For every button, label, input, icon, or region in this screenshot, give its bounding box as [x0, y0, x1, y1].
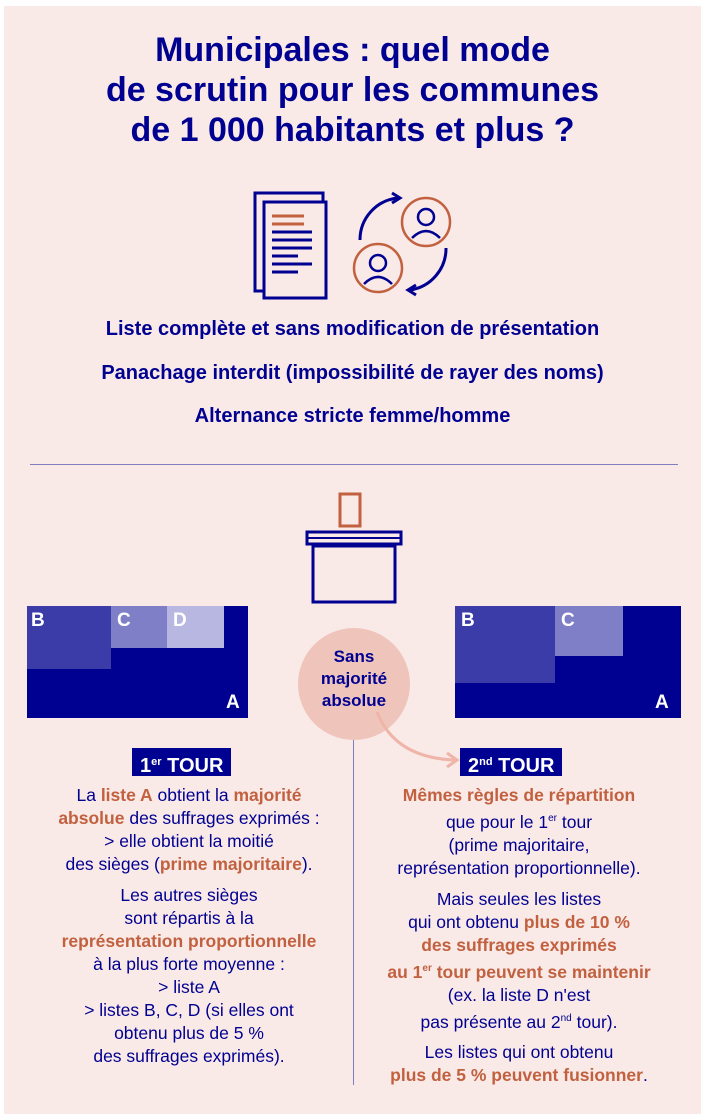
highlight-prime-majoritaire: prime majoritaire — [159, 854, 302, 874]
superscript: nd — [560, 1012, 572, 1024]
highlight-representation-proportionnelle: représentation proportionnelle — [61, 931, 317, 951]
superscript: er — [548, 813, 558, 824]
highlight-liste-a: liste A — [100, 785, 153, 805]
highlight-memes-regles: Mêmes règles de répartition — [402, 785, 636, 805]
highlight-fusionner: plus de 5 % peuvent fusionner — [390, 1065, 643, 1086]
text: des sièges ( — [65, 854, 160, 874]
text: tour). — [571, 1011, 618, 1032]
text: > elle obtient la moitié — [104, 831, 274, 851]
highlight-text: tour peuvent se maintenir — [431, 961, 651, 982]
tour2-badge — [460, 748, 562, 776]
tour2-label-a: A — [655, 692, 669, 713]
text: obtient la — [152, 785, 234, 805]
highlight-majorite: majorité — [233, 785, 302, 805]
text: La — [76, 785, 101, 805]
column-separator — [353, 720, 354, 1085]
text: (ex. la liste D n'est — [447, 984, 591, 1005]
text: > listes B, C, D (si elles ont — [84, 1000, 294, 1020]
text: représentation proportionnelle). — [397, 857, 641, 878]
rule-alternance: Alternance stricte femme/homme — [194, 405, 511, 427]
ballot-box-icon — [303, 492, 405, 606]
tour1-badge-number: 1 — [140, 755, 152, 777]
text: des suffrages exprimés : — [124, 808, 320, 828]
tour1-list-a-block — [27, 606, 248, 718]
section-divider — [30, 464, 678, 465]
tour1-label-c: C — [117, 610, 131, 631]
tour1-label-b: B — [31, 610, 45, 631]
text: qui ont obtenu — [408, 911, 524, 932]
tour2-label-b: B — [461, 610, 475, 631]
tour1-label-a: A — [226, 692, 240, 713]
title-line-1: Municipales : quel mode — [155, 31, 550, 69]
tour2-description — [358, 784, 680, 1095]
tour2-label-c: C — [561, 610, 575, 631]
rule-liste-complete: Liste complète et sans modification de présentation — [105, 318, 600, 340]
text: (prime majoritaire, — [448, 834, 590, 855]
text: ). — [301, 854, 313, 874]
text: . — [642, 1065, 648, 1086]
title-line-2: de scrutin pour les communes — [105, 71, 600, 109]
text: Mais seules les listes — [436, 888, 602, 909]
tour1-paragraph-1 — [30, 784, 348, 876]
tour2-badge-sup: nd — [479, 756, 493, 768]
text: Les autres sièges — [120, 885, 258, 905]
tour1-badge-sup: er — [151, 756, 162, 768]
page-title — [0, 30, 705, 150]
tour2-paragraph-3 — [358, 1041, 680, 1087]
highlight-suffrages-exprimes: des suffrages exprimés — [421, 934, 617, 955]
text: tour — [557, 811, 593, 832]
tour1-description — [30, 784, 348, 1076]
tour2-list-a-block — [455, 606, 681, 718]
highlight-text: au 1 — [387, 961, 423, 982]
text: des suffrages exprimés). — [93, 1046, 285, 1066]
highlight-plus-de-10: plus de 10 % — [523, 911, 630, 932]
tour2-paragraph-1 — [358, 784, 680, 880]
circle-line-3: absolue — [321, 691, 387, 710]
document-list-icon — [250, 188, 330, 298]
candidates-swap-icon — [348, 190, 458, 300]
tour1-badge — [132, 748, 231, 776]
circle-line-1: Sans — [333, 647, 375, 666]
title-line-3: de 1 000 habitants et plus ? — [130, 111, 575, 149]
tour2-badge-text: TOUR — [492, 755, 555, 777]
tour1-label-d: D — [173, 610, 187, 631]
superscript: er — [422, 962, 432, 974]
text: > liste A — [158, 977, 220, 997]
circle-line-2: majorité — [320, 669, 388, 688]
tour1-paragraph-2 — [30, 884, 348, 1068]
tour1-badge-text: TOUR — [161, 755, 224, 777]
highlight-absolue: absolue — [58, 808, 125, 828]
text: obtenu plus de 5 % — [114, 1023, 264, 1043]
text: Les listes qui ont obtenu — [424, 1042, 614, 1063]
text: pas présente au 2 — [420, 1011, 561, 1032]
tour2-paragraph-2 — [358, 888, 680, 1034]
tour2-badge-number: 2 — [468, 755, 480, 777]
text: que pour le 1 — [445, 811, 549, 832]
text: sont répartis à la — [124, 908, 254, 928]
arrow-to-tour2-icon — [355, 710, 465, 770]
text: à la plus forte moyenne : — [93, 954, 285, 974]
sans-majorite-text — [298, 646, 410, 712]
rule-panachage: Panachage interdit (impossibilité de rayer des noms) — [101, 362, 604, 384]
